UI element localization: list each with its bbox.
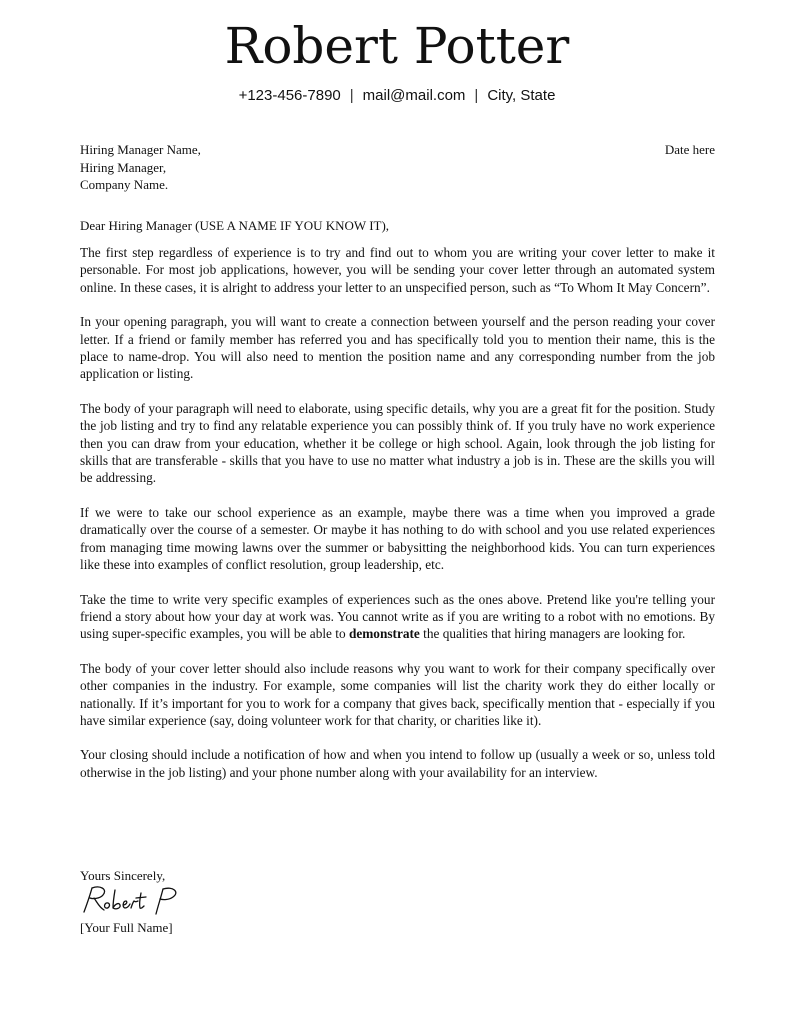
handwritten-signature xyxy=(78,880,182,920)
letter-body xyxy=(80,244,715,798)
body-paragraph: Your closing should include a notification of how and when you intend to follow up (usually a week or so, unless told otherwise in the job listing) and your phone number along with your availability for an interview. xyxy=(80,747,715,780)
recipient-name: Hiring Manager Name, xyxy=(80,142,201,157)
phone-number: +123-456-7890 xyxy=(238,87,341,104)
body-paragraph: The body of your cover letter should also include reasons why you want to work for their company specifically over other companies in the industry. For example, some companies will list the charity work they do either locally or nationally. If it’s important for you to work for a company that gives back, specifically mention that - especially if you have similar experience (say, doing volunteer work for that charity, or charities like it). xyxy=(80,660,715,728)
applicant-name: Robert Potter xyxy=(224,17,570,75)
body-paragraph: The first step regardless of experience is to try and find out to whom you are writing your cover letter to make it personable. For most job applications, however, you will be sending your cover letter through an automated system online. In these cases, it is alright to address your letter to an unspecified person, such as “To Whom It May Concern”. xyxy=(80,245,715,295)
letter-date: Date here xyxy=(664,142,715,157)
body-paragraph xyxy=(80,591,715,643)
body-paragraph: In your opening paragraph, you will want to create a connection between yourself and the person reading your cover letter. If a friend or family member has referred you and has specifically told you to mention their name, this is the place to name-drop. You will also need to mention the position name and any corresponding number from the job application or listing. xyxy=(80,314,715,382)
recipient-company: Company Name. xyxy=(80,177,169,192)
contact-line xyxy=(0,86,794,106)
body-paragraph: The body of your paragraph will need to elaborate, using specific details, why you are a great fit for the position. Study the job listing and try to find any relatable experience you can possibly think of. If you truly have no work experience then you can draw from your education, whether it be college or high school. Again, look through the job listing for skills that are transferable - skills that you have to use no matter what industry a job is in. These are the skills you will be addressing. xyxy=(80,400,715,486)
recipient-block xyxy=(80,141,201,194)
contact-separator: | xyxy=(349,87,354,104)
recipient-title: Hiring Manager, xyxy=(80,159,167,175)
signer-full-name: [Your Full Name] xyxy=(80,920,173,935)
paragraph-text: Take the time to write very specific examples of experiences such as the ones above. Pretend like you're telling your friend a story about how your day at work was. You cannot write as if you are writing to a robot with no emotions. By using super-specific examples, you will be able to xyxy=(80,591,715,642)
body-paragraph: If we were to take our school experience as an example, maybe there was a time when you improved a grade dramatically over the course of a semester. Or maybe it has nothing to do with school and you use related experiences from managing time mowing lawns over the summer or babysitting the neighborhood kids. You can turn experiences like these into examples of conflict resolution, group leadership, etc. xyxy=(80,504,715,573)
location: City, State xyxy=(487,87,556,104)
closing-phrase: Yours Sincerely, xyxy=(80,868,166,883)
emphasized-word: demonstrate xyxy=(348,626,420,642)
contact-separator: | xyxy=(474,87,479,104)
salutation: Dear Hiring Manager (USE A NAME IF YOU KNOW IT), xyxy=(80,218,390,233)
paragraph-text: the qualities that hiring managers are looking for. xyxy=(419,626,686,642)
email-address: mail@mail.com xyxy=(362,87,466,104)
